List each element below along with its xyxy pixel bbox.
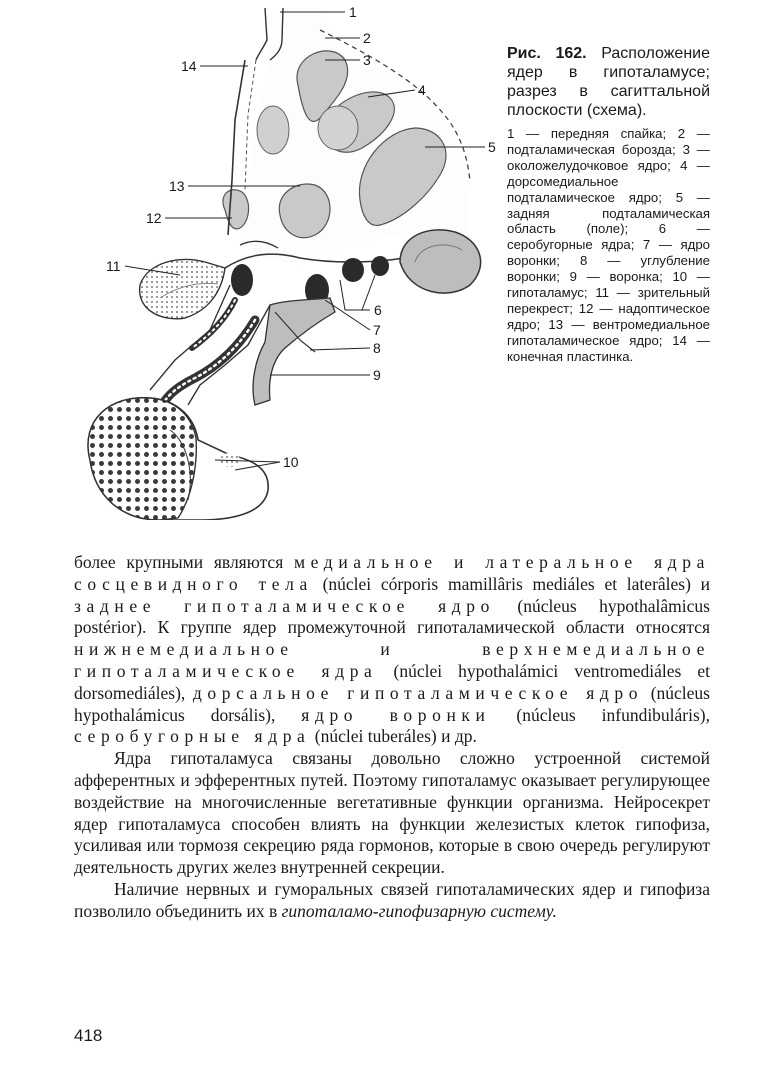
nucleus-small (257, 106, 289, 154)
label-5: 5 (488, 139, 496, 155)
page-number: 418 (74, 1026, 103, 1045)
label-8: 8 (373, 340, 381, 356)
label-13: 13 (169, 178, 185, 194)
body-text (74, 552, 710, 923)
label-9: 9 (373, 367, 381, 383)
p1-text-c: (núcleus hypothalâmicus postérior). К группе ядер промежуточной гипоталамической области относятся (74, 595, 710, 638)
label-14: 14 (181, 58, 197, 74)
p1-text-f: (núcleus infundibuláris), (516, 704, 711, 725)
nucleus-6b (342, 258, 364, 282)
p3-text-a: Наличие нервных и гуморальных связей гипоталамических ядер и гипофиза позволило объединить их в (74, 878, 710, 921)
label-11: 11 (106, 258, 121, 274)
p1-term-2: заднее гипоталамическое ядро (74, 595, 495, 616)
paragraph-2: Ядра гипоталамуса связаны довольно сложно устроенной системой афферентных и эфферентных путей. Поэтому гипоталамус оказывает регулирующее воздействие на многочисленные вегетативные функции организма. Нейросекрет ядер гипоталамуса способен влиять на функции железистых клеток гипофиза, усиливая или тормозя секрецию ряда гормонов, которые в свою очередь регулируют деятельность других желез внутренней секреции. (74, 748, 710, 878)
figure-caption (507, 44, 710, 365)
p1-term-5: ядро воронки (301, 704, 491, 725)
caption-title (507, 44, 710, 120)
p1-term-3: нижнемедиальное и верхнемедиальное гипоталамическое ядра (74, 639, 710, 681)
label-2: 2 (363, 30, 371, 46)
p1-term-6: серобугорные ядра (74, 726, 311, 747)
p1-text-e: (núcleus hypothalámicus dorsális), (74, 682, 710, 725)
p1-text-b: (núclei córporis mamillâris mediáles et laterâles) и (322, 573, 711, 594)
label-6: 6 (374, 302, 382, 318)
label-1: 1 (349, 4, 357, 20)
nucleus-3b (318, 106, 358, 150)
label-3: 3 (363, 52, 371, 68)
hypothalamus-figure (70, 0, 500, 520)
figure-label: Рис. 162. (507, 45, 587, 62)
nucleus-dark-left (231, 264, 253, 296)
label-7: 7 (373, 322, 381, 338)
paragraph-3 (74, 879, 710, 923)
nucleus-12 (223, 190, 249, 229)
label-12: 12 (146, 210, 162, 226)
hypothalamus-diagram (70, 0, 500, 520)
caption-title-text: Расположение ядер в гипоталамусе; разрез в сагиттальной плоскости (схема). (507, 45, 710, 119)
label-4: 4 (418, 82, 426, 98)
nucleus-6c (371, 256, 389, 276)
paragraph-1 (74, 552, 710, 748)
p1-term-4: дорсальное гипоталамическое ядро (192, 682, 644, 703)
label-10: 10 (283, 454, 299, 470)
p1-text-d: (núclei hypothalámici ventromediáles et dorsomediáles), (74, 660, 711, 703)
p1-text-a: более крупными являются (74, 552, 284, 572)
nucleus-13 (279, 184, 330, 238)
p3-italic-term: гипоталамо-гипофизарную систему. (281, 900, 557, 921)
p1-term-1: медиальное и латеральное ядра сосцевидного тела (74, 552, 711, 594)
p1-text-g: (núclei tuberáles) и др. (314, 726, 477, 747)
caption-legend: 1 — передняя спайка; 2 — подталамическая борозда; 3 — околожелудочковое ядро; 4 — дорсомедиальное подталамическое ядро; 5 — задняя подталамическая область (поле); 6 — серобугорные ядра; 7 — ядро воронки; 8 — углубление воронки; 9 — воронка; 10 — гипоталамус; 11 — зрительный перекрест; 12 — надоптическое ядро; 13 — вентромедиальное гипоталамическое ядро; 14 — конечная пластинка. (507, 126, 710, 364)
